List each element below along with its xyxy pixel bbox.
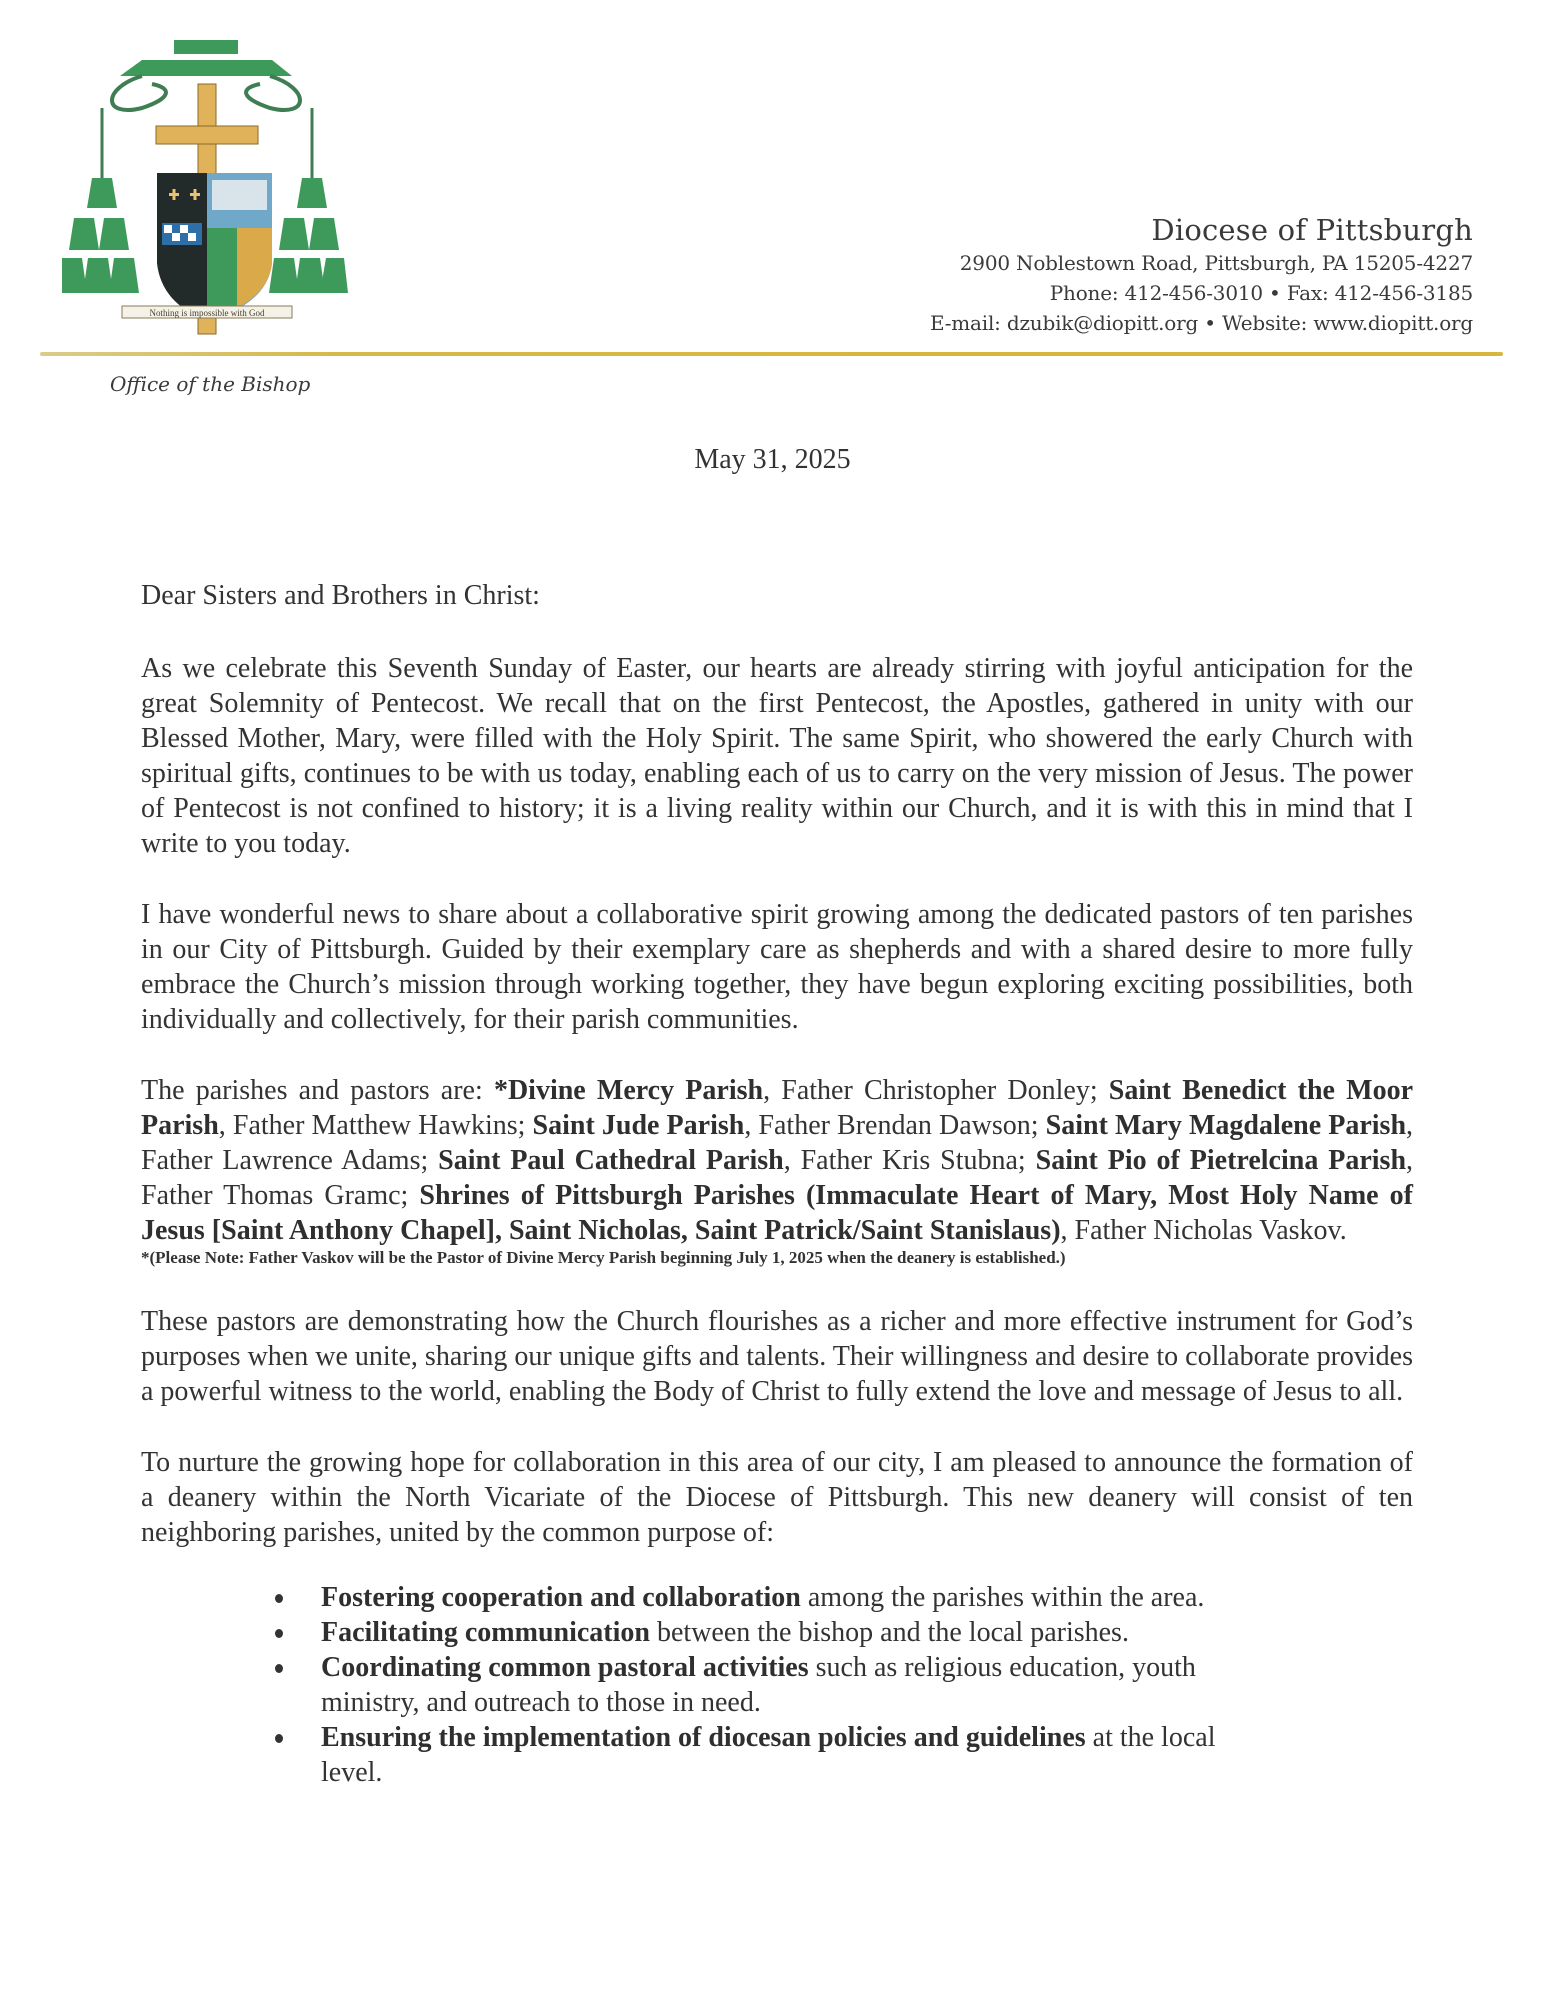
parish-name: *Divine Mercy Parish [493,1075,764,1106]
purposes-list [275,1580,1275,1790]
pastor-name: , Father Lawrence Adams; [141,1110,1414,1176]
office-label: Office of the Bishop [110,372,311,396]
parish-name: Saint Benedict the Moor Parish [141,1075,1413,1141]
address: 2900 Noblestown Road, Pittsburgh, PA 15205-4227 [959,251,1473,275]
crest-motto: Nothing is impossible with God [149,308,265,318]
paragraph-pastors-witness: These pastors are demonstrating how the Church flourishes as a richer and more effective instrument for God’s purposes when we unite, sharing our unique gifts and talents. Their willingness and desire to collaborate provides a powerful witness to the world, enabling the Body of Christ to fully extend the love and message of Jesus to all. [141,1306,1413,1407]
letterhead-divider [40,352,1503,356]
bullet-icon [275,1629,283,1638]
pastor-name: , Father Kris Stubna; [783,1145,1036,1176]
pastor-name: , Father Nicholas Vaskov. [1060,1215,1347,1246]
parish-name: Saint Mary Magdalene Parish [1045,1110,1407,1141]
organization-name: Diocese of Pittsburgh [1151,213,1473,247]
email-website: E-mail: dzubik@diopitt.org • Website: www.diopitt.org [929,311,1473,335]
salutation: Dear Sisters and Brothers in Christ: [141,580,540,611]
footnote: *(Please Note: Father Vaskov will be the Pastor of Divine Mercy Parish beginning July 1, 2025 when the deanery is established.) [141,1248,1066,1267]
letter-date: May 31, 2025 [694,444,851,475]
coat-of-arms-icon [62,28,352,338]
pastor-name: , Father Thomas Gramc; [141,1145,1414,1211]
list-item: Coordinating common pastoral activities such as religious education, youth ministry, and outreach to those in need. [275,1650,1275,1720]
paragraph-parish-list: The parishes and pastors are: *Divine Mercy Parish, Father Christopher Donley; Saint Benedict the Moor Parish, Father Matthew Hawkins; Saint Jude Parish, Father Brendan Dawson; Saint Mary Magdalene Parish, Father Lawrence Adams; Saint Paul Cathedral Parish, Father Kris Stubna; Saint Pio of Pietrelcina Parish, Father Thomas Gramc; Shrines of Pittsburgh Parishes (Immaculate Heart of Mary, Most Holy Name of Jesus [Saint Anthony Chapel], Saint Nicholas, Saint Patrick/Saint Stanislaus), Father Nicholas Vaskov. [141,1075,1414,1246]
list-item: Facilitating communication between the bishop and the local parishes. [275,1615,1275,1650]
list-item: Fostering cooperation and collaboration among the parishes within the area. [275,1580,1275,1615]
bullet-icon [275,1734,283,1743]
parish-name: Saint Jude Parish [532,1110,745,1141]
parish-name: Saint Pio of Pietrelcina Parish [1035,1145,1407,1176]
paragraph-deanery-announcement: To nurture the growing hope for collaboration in this area of our city, I am pleased to announce the formation of a deanery within the North Vicariate of the Diocese of Pittsburgh. This new deanery will consist of ten neighboring parishes, united by the common purpose of: [141,1447,1413,1548]
bullet-icon [275,1594,283,1603]
phone-fax: Phone: 412-456-3010 • Fax: 412-456-3185 [1049,281,1473,305]
pastor-name: , Father Brendan Dawson; [744,1110,1046,1141]
parish-name: Saint Paul Cathedral Parish [438,1145,784,1176]
parish-name: Shrines of Pittsburgh Parishes (Immaculate Heart of Mary, Most Holy Name of Jesus [Saint Anthony Chapel], Saint Nicholas, Saint Patrick/Saint Stanislaus) [141,1180,1413,1246]
letter-body [141,578,1413,1790]
pastor-name: , Father Matthew Hawkins; [218,1110,533,1141]
paragraph-pentecost: As we celebrate this Seventh Sunday of Easter, our hearts are already stirring with joyful anticipation for the great Solemnity of Pentecost. We recall that on the first Pentecost, the Apostles, gathered in unity with our Blessed Mother, Mary, were filled with the Holy Spirit. The same Spirit, who showered the early Church with spiritual gifts, continues to be with us today, enabling each of us to carry on the very mission of Jesus. The power of Pentecost is not confined to history; it is a living reality within our Church, and it is with this in mind that I write to you today. [141,653,1413,859]
letterhead [930,212,1473,338]
paragraph-collaboration-news: I have wonderful news to share about a collaborative spirit growing among the dedicated pastors of ten parishes in our City of Pittsburgh. Guided by their exemplary care as shepherds and with a shared desire to more fully embrace the Church’s mission through working together, they have begun exploring exciting possibilities, both individually and collectively, for their parish communities. [141,899,1413,1035]
bullet-icon [275,1664,283,1673]
pastor-name: , Father Christopher Donley; [763,1075,1109,1106]
list-item: Ensuring the implementation of diocesan policies and guidelines at the local level. [275,1720,1275,1790]
